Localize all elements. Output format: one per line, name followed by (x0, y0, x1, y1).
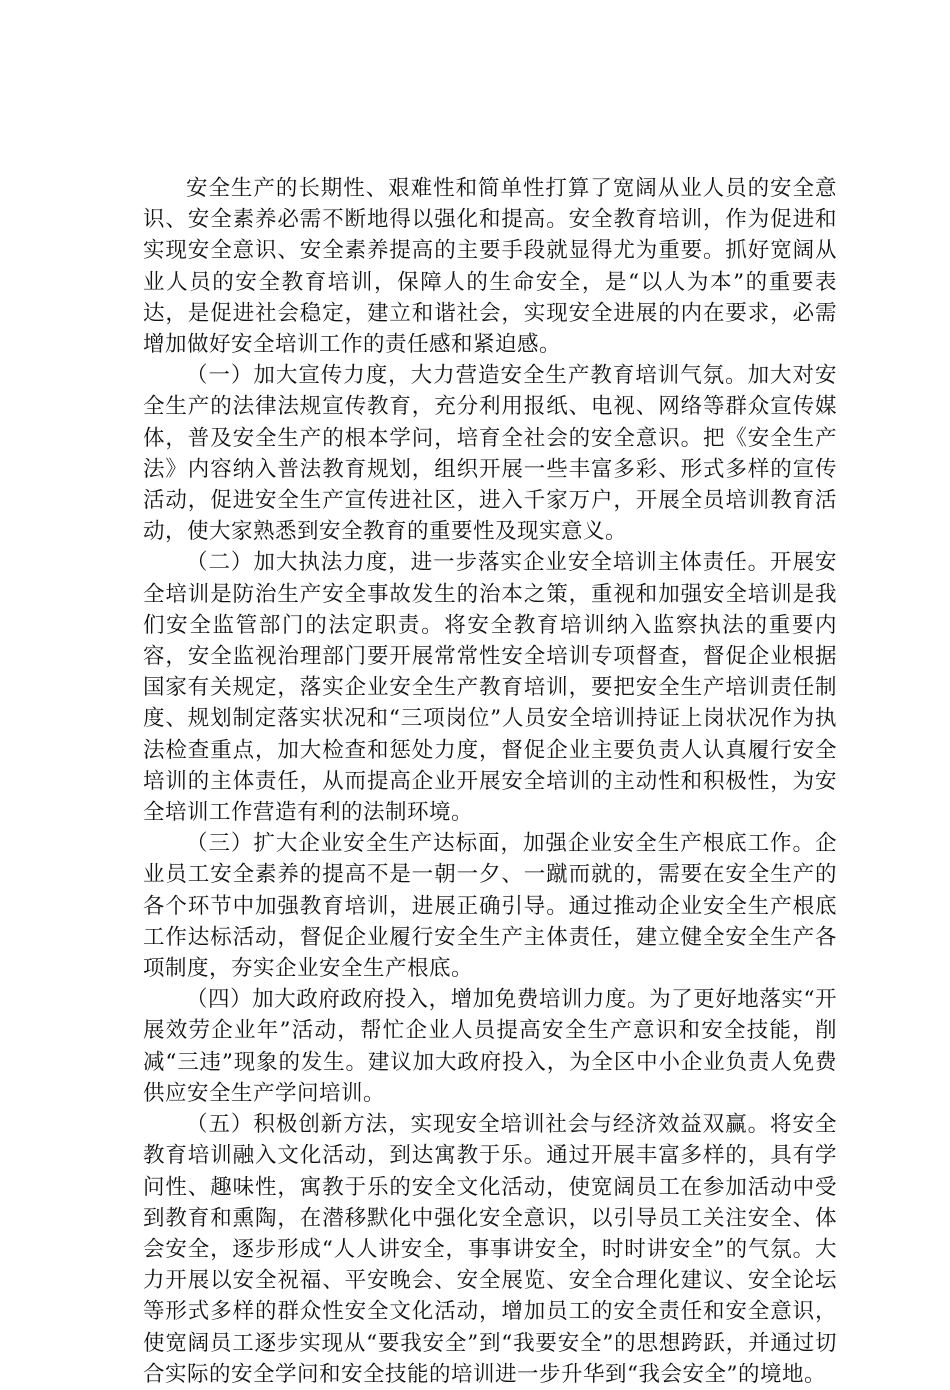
document-page (143, 173, 837, 1390)
paragraph-section-4: （四）加大政府政府投入，增加免费培训力度。为了更好地落实“开展效劳企业年”活动，帮忙企业人员提高安全生产意识和安全技能，削减“三违”现象的发生。建议加大政府投入，为全区中小企业负责人免费供应安全生产学问培训。 (143, 987, 837, 1106)
paragraph-intro: 安全生产的长期性、艰难性和简单性打算了宽阔从业人员的安全意识、安全素养必需不断地得以强化和提高。安全教育培训，作为促进和实现安全意识、安全素养提高的主要手段就显得尤为重要。抓好宽阔从业人员的安全教育培训，保障人的生命安全，是“以人为本”的重要表达，是促进社会稳定，建立和谐社会，实现安全进展的内在要求，必需增加做好安全培训工作的责任感和紧迫感。 (143, 176, 837, 358)
paragraph-section-5: （五）积极创新方法，实现安全培训社会与经济效益双赢。将安全教育培训融入文化活动，到达寓教于乐。通过开展丰富多样的，具有学问性、趣味性，寓教于乐的安全文化活动，使宽阔员工在参加活动中受到教育和熏陶，在潜移默化中强化安全意识，以引导员工关注安全、体会安全，逐步形成“人人讲安全，事事讲安全，时时讲安全”的气氛。大力开展以安全祝福、平安晚会、安全展览、安全合理化建议、安全论坛等形式多样的群众性安全文化活动，增加员工的安全责任和安全意识，使宽阔员工逐步实现从“要我安全”到“我要安全”的思想跨跃，并通过切合实际的安全学问和安全技能的培训进一步升华到“我会安全”的境地。 (143, 1112, 837, 1387)
paragraph-section-1: （一）加大宣传力度，大力营造安全生产教育培训气氛。加大对安全生产的法律法规宣传教育，充分利用报纸、电视、网络等群众宣传媒体，普及安全生产的根本学问，培育全社会的安全意识。把《安全生产法》内容纳入普法教育规划，组织开展一些丰富多彩、形式多样的宣传活动，促进安全生产宣传进社区，进入千家万户，开展全员培训教育活动，使大家熟悉到安全教育的重要性及现实意义。 (143, 363, 837, 545)
paragraph-section-2: （二）加大执法力度，进一步落实企业安全培训主体责任。开展安全培训是防治生产安全事故发生的治本之策，重视和加强安全培训是我们安全监管部门的法定职责。将安全教育培训纳入监察执法的重要内容，安全监视治理部门要开展常常性安全培训专项督查，督促企业根据国家有关规定，落实企业安全生产教育培训，要把安全生产培训责任制度、规划制定落实状况和“三项岗位”人员安全培训持证上岗状况作为执法检查重点，加大检查和惩处力度，督促企业主要负责人认真履行安全培训的主体责任，从而提高企业开展安全培训的主动性和积极性，为安全培训工作营造有利的法制环境。 (143, 550, 837, 826)
paragraph-section-3: （三）扩大企业安全生产达标面，加强企业安全生产根底工作。企业员工安全素养的提高不是一朝一夕、一蹴而就的，需要在安全生产的各个环节中加强教育培训，进展正确引导。通过推动企业安全生产根底工作达标活动，督促企业履行安全生产主体责任，建立健全安全生产各项制度，夯实企业安全生产根底。 (143, 831, 837, 982)
